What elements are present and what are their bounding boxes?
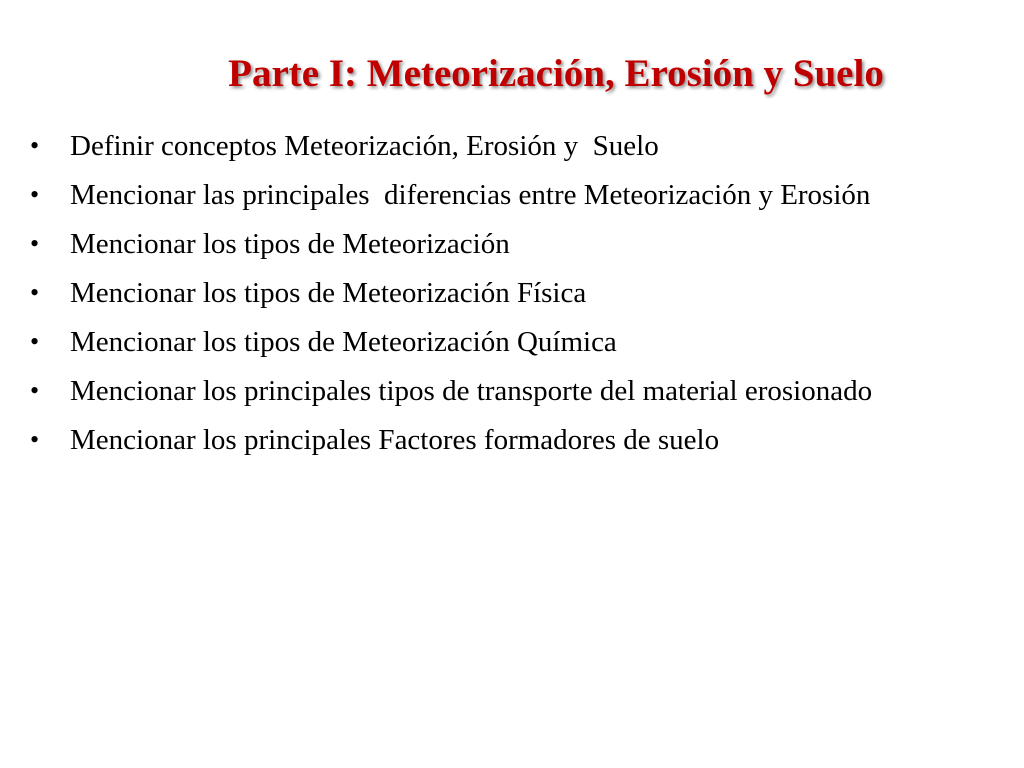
bullet-text: Mencionar los principales tipos de transporte del material erosionado: [70, 375, 873, 407]
bullet-icon: •: [30, 131, 40, 160]
bullet-text: Mencionar los tipos de Meteorización Física: [70, 277, 587, 309]
bullet-icon: •: [30, 376, 40, 405]
list-item: [30, 273, 950, 313]
bullet-icon: •: [30, 278, 40, 307]
bullet-text: Mencionar los tipos de Meteorización Química: [70, 326, 617, 358]
list-item: [30, 322, 950, 362]
bullet-text: Mencionar las principales diferencias entre Meteorización y Erosión: [70, 179, 871, 211]
bullet-text: Mencionar los principales Factores formadores de suelo: [70, 424, 720, 456]
list-item: [30, 126, 950, 166]
bullet-icon: •: [30, 180, 40, 209]
list-item: [30, 175, 950, 215]
bullet-icon: •: [30, 229, 40, 258]
list-item: [30, 224, 950, 264]
bullet-list: [30, 126, 950, 469]
list-item: [30, 371, 950, 411]
bullet-text: Mencionar los tipos de Meteorización: [70, 228, 510, 260]
bullet-icon: •: [30, 327, 40, 356]
slide-title: Parte I: Meteorización, Erosión y Suelo: [228, 52, 884, 95]
bullet-text: Definir conceptos Meteorización, Erosión y Suelo: [70, 130, 659, 162]
bullet-icon: •: [30, 425, 40, 454]
list-item: [30, 420, 950, 460]
